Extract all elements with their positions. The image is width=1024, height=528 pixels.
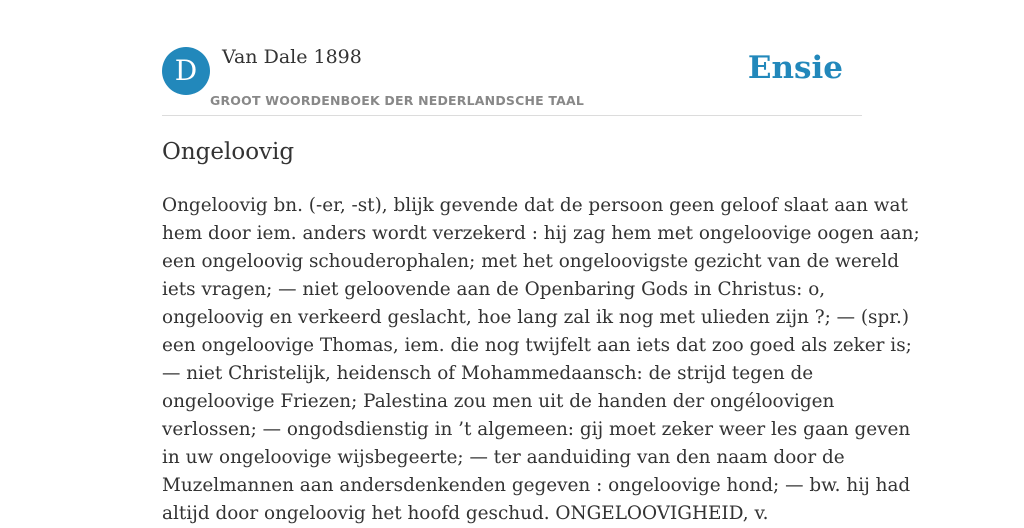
entry-body: [162, 192, 920, 528]
entry-line: Muzelmannen aan andersdenkenden gegeven : ongeloovige hond; — bw. hij had: [162, 475, 911, 496]
entry-line: hem door iem. anders wordt verzekerd : hij zag hem met ongeloovige oogen aan;: [162, 223, 920, 244]
dictionary-title[interactable]: Van Dale 1898: [222, 46, 362, 68]
entry-line: een ongeloovige Thomas, iem. die nog twijfelt aan iets dat zoo goed als zeker is;: [162, 335, 912, 356]
brand-logo[interactable]: Ensie: [747, 50, 843, 86]
entry-line: — niet Christelijk, heidensch of Mohammedaansch: de strijd tegen de: [162, 363, 814, 384]
entry-line: ongeloovig en verkeerd geslacht, hoe lang zal ik nog met ulieden zijn ?; — (spr.): [162, 307, 910, 328]
page-header: [162, 44, 862, 116]
entry-line: in uw ongeloovige wijsbegeerte; — ter aanduiding van den naam door de: [162, 447, 845, 468]
entry-line: Ongeloovig bn. (-er, -st), blijk gevende dat de persoon geen geloof slaat aan wat: [162, 195, 908, 216]
entry-title: Ongeloovig: [162, 139, 295, 165]
entry-line: een ongeloovig schouderophalen; met het ongeloovigste gezicht van de wereld: [162, 251, 900, 272]
entry-line: verlossen; — ongodsdienstig in ’t algemeen: gij moet zeker weer les gaan geven: [162, 419, 911, 440]
entry-line: iets vragen; — niet geloovende aan de Openbaring Gods in Christus: o,: [162, 279, 826, 300]
dictionary-avatar[interactable]: D: [162, 47, 210, 95]
dictionary-subtitle: GROOT WOORDENBOEK DER NEDERLANDSCHE TAAL: [210, 93, 585, 108]
entry-line: ongeloovige Friezen; Palestina zou men uit de handen der ongéloovigen: [162, 391, 835, 412]
entry-line: altijd door ongeloovig het hoofd geschud. ONGELOOVIGHEID, v.: [162, 503, 769, 524]
